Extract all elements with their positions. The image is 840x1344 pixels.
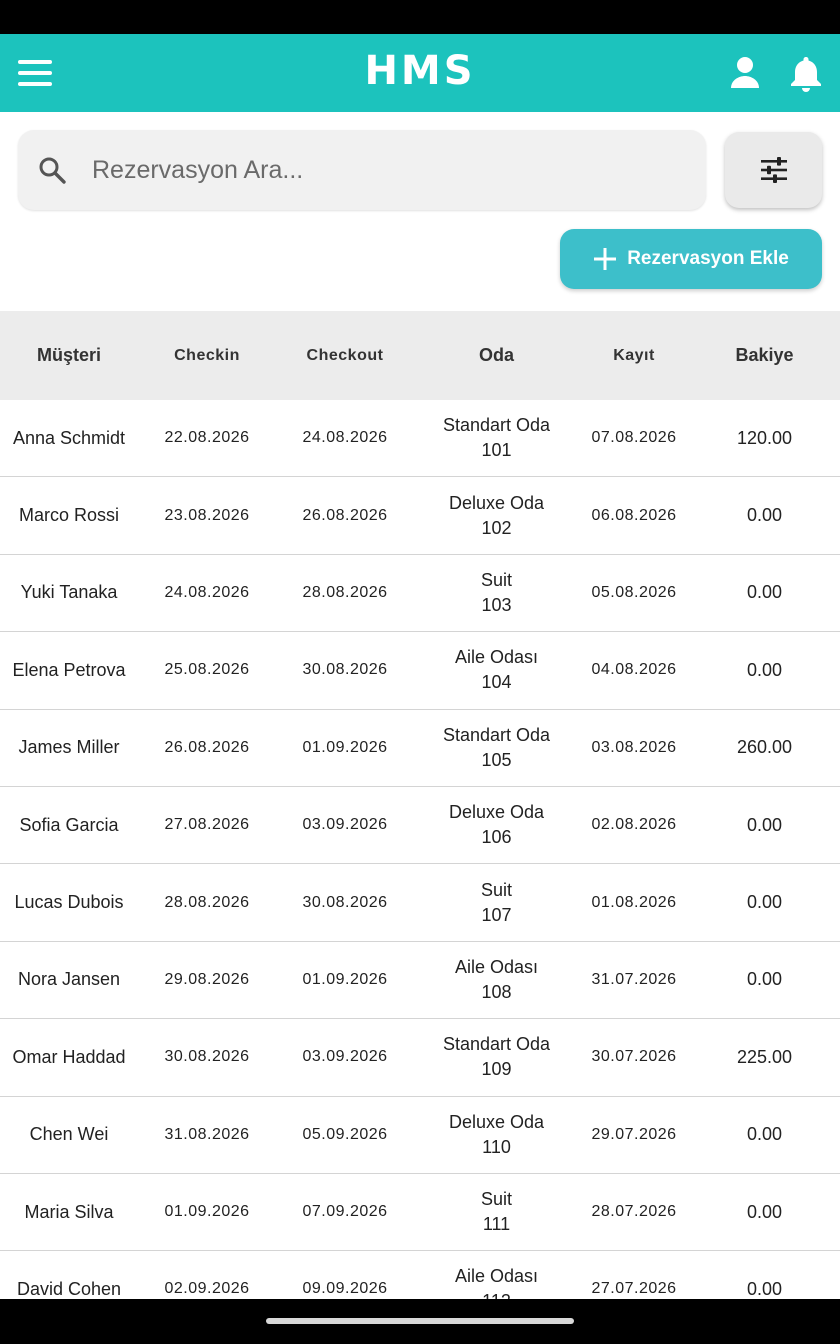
balance-cell: 225.00 <box>736 1046 793 1067</box>
balance-cell: 0.00 <box>746 582 783 603</box>
reservations-table <box>0 311 840 1329</box>
room-type: Deluxe Oda <box>448 802 545 823</box>
room-number: 105 <box>481 749 512 770</box>
room-cell <box>414 413 579 463</box>
table-row[interactable] <box>0 1174 840 1251</box>
table-row[interactable] <box>0 942 840 1019</box>
balance-cell: 0.00 <box>746 1201 783 1222</box>
record-cell: 29.07.2026 <box>591 1125 677 1143</box>
balance-cell: 0.00 <box>746 892 783 913</box>
customer-cell: Omar Haddad <box>12 1046 126 1067</box>
customer-cell: Elena Petrova <box>12 659 126 680</box>
header-customer[interactable]: Müşteri <box>36 345 101 365</box>
search-box[interactable] <box>18 130 706 210</box>
table-row[interactable] <box>0 1019 840 1096</box>
room-number: 108 <box>481 981 512 1002</box>
room-type: Suit <box>480 569 513 590</box>
room-type: Standart Oda <box>442 724 551 745</box>
record-cell: 27.07.2026 <box>591 1280 677 1298</box>
status-bar <box>0 0 840 34</box>
checkin-cell: 28.08.2026 <box>164 893 250 911</box>
room-type: Standart Oda <box>442 1034 551 1055</box>
record-cell: 02.08.2026 <box>591 816 677 834</box>
room-cell <box>414 568 579 618</box>
room-type: Aile Odası <box>454 956 539 977</box>
room-number: 101 <box>481 440 512 461</box>
checkout-cell: 07.09.2026 <box>302 1203 388 1221</box>
room-cell <box>414 878 579 928</box>
table-row[interactable] <box>0 787 840 864</box>
customer-cell: James Miller <box>18 737 120 758</box>
checkin-cell: 25.08.2026 <box>164 661 250 679</box>
room-cell <box>414 1187 579 1237</box>
room-number: 111 <box>482 1214 511 1235</box>
balance-cell: 260.00 <box>736 737 793 758</box>
checkin-cell: 02.09.2026 <box>164 1280 250 1298</box>
checkout-cell: 26.08.2026 <box>302 506 388 524</box>
room-cell <box>414 1032 579 1082</box>
room-cell <box>414 723 579 773</box>
balance-cell: 0.00 <box>746 659 783 680</box>
app-logo: HMS <box>364 48 476 94</box>
balance-cell: 0.00 <box>746 505 783 526</box>
room-cell <box>414 645 579 695</box>
room-number: 107 <box>481 904 512 925</box>
checkin-cell: 29.08.2026 <box>164 970 250 988</box>
table-header <box>0 311 840 400</box>
room-cell <box>414 955 579 1005</box>
checkout-cell: 30.08.2026 <box>302 893 388 911</box>
table-row[interactable] <box>0 864 840 941</box>
customer-cell: Anna Schmidt <box>12 427 126 448</box>
add-reservation-button[interactable] <box>560 229 822 289</box>
table-body <box>0 400 840 1329</box>
record-cell: 31.07.2026 <box>591 970 677 988</box>
checkin-cell: 30.08.2026 <box>164 1048 250 1066</box>
customer-cell: Nora Jansen <box>17 969 121 990</box>
record-cell: 04.08.2026 <box>591 661 677 679</box>
bell-icon[interactable] <box>785 52 827 94</box>
search-row <box>0 130 840 214</box>
balance-cell: 0.00 <box>746 969 783 990</box>
checkout-cell: 30.08.2026 <box>302 661 388 679</box>
balance-cell: 0.00 <box>746 1278 783 1299</box>
plus-icon <box>593 247 617 271</box>
checkout-cell: 01.09.2026 <box>302 970 388 988</box>
room-type: Deluxe Oda <box>448 492 545 513</box>
checkin-cell: 27.08.2026 <box>164 816 250 834</box>
header-record[interactable]: Kayıt <box>613 346 655 364</box>
record-cell: 01.08.2026 <box>591 893 677 911</box>
balance-cell: 0.00 <box>746 814 783 835</box>
room-number: 109 <box>481 1059 512 1080</box>
room-type: Deluxe Oda <box>448 1111 545 1132</box>
app-bar <box>0 34 840 112</box>
customer-cell: Yuki Tanaka <box>20 582 118 603</box>
room-type: Standart Oda <box>442 415 551 436</box>
checkout-cell: 03.09.2026 <box>302 816 388 834</box>
person-icon[interactable] <box>724 52 766 94</box>
record-cell: 05.08.2026 <box>591 583 677 601</box>
checkin-cell: 23.08.2026 <box>164 506 250 524</box>
checkout-cell: 09.09.2026 <box>302 1280 388 1298</box>
record-cell: 30.07.2026 <box>591 1048 677 1066</box>
room-number: 103 <box>481 594 512 615</box>
header-checkout[interactable]: Checkout <box>306 346 384 364</box>
table-row[interactable] <box>0 1097 840 1174</box>
customer-cell: Marco Rossi <box>18 505 120 526</box>
customer-cell: David Cohen <box>16 1278 122 1299</box>
room-number: 110 <box>482 1136 511 1157</box>
table-row[interactable] <box>0 477 840 554</box>
room-type: Suit <box>480 879 513 900</box>
checkout-cell: 05.09.2026 <box>302 1125 388 1143</box>
record-cell: 03.08.2026 <box>591 738 677 756</box>
checkout-cell: 28.08.2026 <box>302 583 388 601</box>
room-cell <box>414 491 579 541</box>
navigation-bar <box>0 1299 840 1344</box>
home-indicator[interactable] <box>266 1318 574 1324</box>
checkin-cell: 22.08.2026 <box>164 429 250 447</box>
balance-cell: 0.00 <box>746 1124 783 1145</box>
checkin-cell: 26.08.2026 <box>164 738 250 756</box>
table-row[interactable] <box>0 710 840 787</box>
checkin-cell: 31.08.2026 <box>164 1125 250 1143</box>
app-screen <box>0 34 840 1299</box>
record-cell: 06.08.2026 <box>591 506 677 524</box>
room-cell <box>414 1110 579 1160</box>
customer-cell: Maria Silva <box>24 1201 114 1222</box>
checkout-cell: 03.09.2026 <box>302 1048 388 1066</box>
room-number: 106 <box>481 827 512 848</box>
search-input[interactable] <box>90 144 684 196</box>
record-cell: 28.07.2026 <box>591 1203 677 1221</box>
checkout-cell: 24.08.2026 <box>302 429 388 447</box>
table-row[interactable] <box>0 555 840 632</box>
header-checkin[interactable]: Checkin <box>174 346 240 364</box>
table-row[interactable] <box>0 632 840 709</box>
customer-cell: Chen Wei <box>29 1124 109 1145</box>
checkout-cell: 01.09.2026 <box>302 738 388 756</box>
room-type: Aile Odası <box>454 1266 539 1287</box>
tune-icon <box>760 157 788 183</box>
balance-cell: 120.00 <box>736 427 793 448</box>
add-reservation-label: Rezervasyon Ekle <box>627 248 789 269</box>
room-type: Suit <box>480 1189 513 1210</box>
header-room[interactable]: Oda <box>478 345 514 365</box>
room-cell <box>414 800 579 850</box>
customer-cell: Sofia Garcia <box>19 814 119 835</box>
search-icon <box>38 156 66 184</box>
room-number: 104 <box>481 672 512 693</box>
record-cell: 07.08.2026 <box>591 429 677 447</box>
room-number: 102 <box>481 517 512 538</box>
checkin-cell: 24.08.2026 <box>164 583 250 601</box>
header-balance[interactable]: Bakiye <box>735 345 794 365</box>
checkin-cell: 01.09.2026 <box>164 1203 250 1221</box>
customer-cell: Lucas Dubois <box>14 892 124 913</box>
filter-button[interactable] <box>725 132 822 208</box>
table-row[interactable] <box>0 400 840 477</box>
room-type: Aile Odası <box>454 647 539 668</box>
